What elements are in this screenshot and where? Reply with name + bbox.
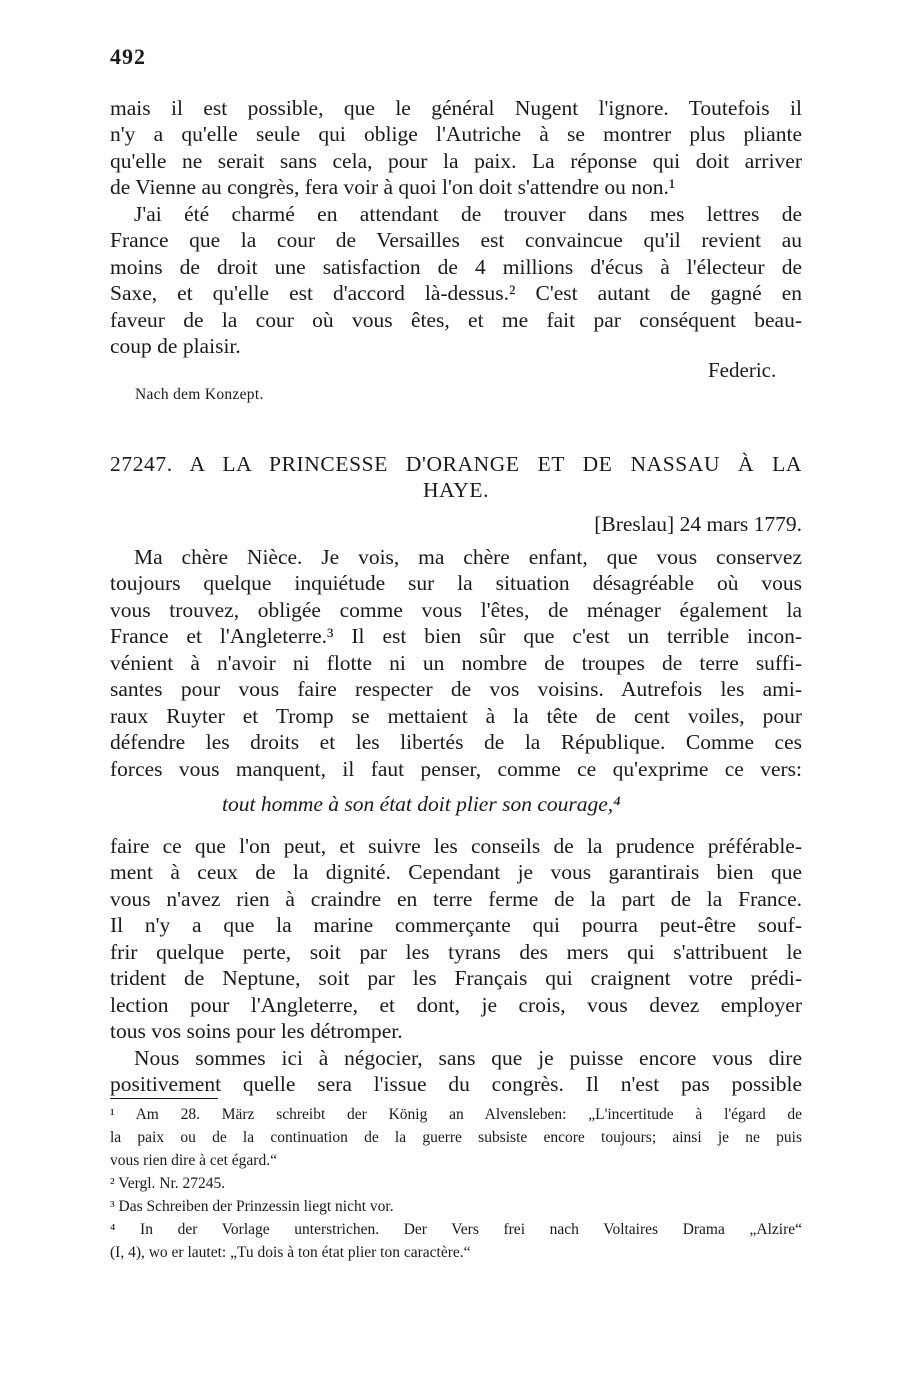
text-line: n'y a qu'elle seule qui oblige l'Autriche à se montrer plus pliante [110, 122, 802, 146]
text-line: qu'elle ne serait sans cela, pour la paix. La réponse qui doit arriver [110, 149, 802, 173]
footnote-line: ³ Das Schreiben der Prinzessin liegt nicht vor. [110, 1198, 394, 1215]
text-line: tous vos soins pour les détromper. [110, 1019, 403, 1043]
text-line: de Vienne au congrès, fera voir à quoi l'on doit s'attendre ou non.¹ [110, 175, 676, 199]
text-line: faveur de la cour où vous êtes, et me fait par conséquent beau- [110, 308, 802, 332]
footnote-line: (I, 4), wo er lautet: „Tu dois à ton état plier ton caractère.“ [110, 1244, 471, 1261]
text-line: mais il est possible, que le général Nugent l'ignore. Toutefois il [110, 96, 802, 120]
text-line: France et l'Angleterre.³ Il est bien sûr que c'est un terrible incon- [110, 624, 802, 648]
text-line: moins de droit une satisfaction de 4 millions d'écus à l'électeur de [110, 255, 802, 279]
text-line: Il n'y a que la marine commerçante qui pourra peut-être souf- [110, 913, 802, 937]
text-line: vous n'avez rien à craindre en terre ferme de la part de la France. [110, 887, 802, 911]
text-line: coup de plaisir. [110, 334, 241, 358]
text-line: J'ai été charmé en attendant de trouver dans mes lettres de [134, 202, 802, 226]
text-line: trident de Neptune, soit par les Français qui craignent votre prédi- [110, 966, 802, 990]
text-line: toujours quelque inquiétude sur la situation désagréable où vous [110, 571, 802, 595]
footnote-separator [110, 1098, 218, 1099]
text-line: faire ce que l'on peut, et suivre les conseils de la prudence préférable- [110, 834, 802, 858]
footnote-line: la paix ou de la continuation de la guerre subsiste encore toujours; ainsi je ne puis [110, 1129, 802, 1146]
text-line: forces vous manquent, il faut penser, comme ce qu'exprime ce vers: [110, 757, 802, 781]
footnote-line: ¹ Am 28. März schreibt der König an Alvensleben: „L'incertitude à l'égard de [110, 1106, 802, 1123]
text-line: Ma chère Nièce. Je vois, ma chère enfant, que vous conservez [134, 545, 802, 569]
dateline: [Breslau] 24 mars 1779. [594, 512, 802, 536]
page-number: 492 [110, 44, 146, 69]
text-line: ment à ceux de la dignité. Cependant je vous garantirais bien que [110, 860, 802, 884]
text-line: santes pour vous faire respecter de vos voisins. Autrefois les ami- [110, 677, 802, 701]
text-line: vous trouvez, obligée comme vous l'êtes, de ménager également la [110, 598, 802, 622]
signature: Federic. [708, 358, 777, 382]
footnote-line: vous rien dire à cet égard.“ [110, 1152, 277, 1169]
text-line: Nous sommes ici à négocier, sans que je puisse encore vous dire [134, 1046, 802, 1070]
text-line: raux Ruyter et Tromp se mettaient à la tête de cent voiles, pour [110, 704, 802, 728]
text-line: défendre les droits et les libertés de la République. Comme ces [110, 730, 802, 754]
text-line: lection pour l'Angleterre, et dont, je crois, vous devez employer [110, 993, 802, 1017]
text-line: positivement quelle sera l'issue du congrès. Il n'est pas possible [110, 1072, 802, 1096]
source-note: Nach dem Konzept. [135, 386, 264, 403]
footnote-line: ⁴ In der Vorlage unterstrichen. Der Vers frei nach Voltaires Drama „Alzire“ [110, 1221, 802, 1238]
letter-heading-continued: HAYE. [422, 478, 490, 502]
verse-quotation: tout homme à son état doit plier son courage,⁴ [222, 792, 621, 816]
text-line: vénient à n'avoir ni flotte ni un nombre de troupes de terre suffi- [110, 651, 802, 675]
footnote-line: ² Vergl. Nr. 27245. [110, 1175, 226, 1192]
text-line: Saxe, et qu'elle est d'accord là-dessus.² C'est autant de gagné en [110, 281, 802, 305]
letter-heading: 27247. A LA PRINCESSE D'ORANGE ET DE NASSAU À LA [110, 452, 802, 476]
text-line: frir quelque perte, soit par les tyrans des mers qui s'attribuent le [110, 940, 802, 964]
text-line: France que la cour de Versailles est convaincue qu'il revient au [110, 228, 802, 252]
